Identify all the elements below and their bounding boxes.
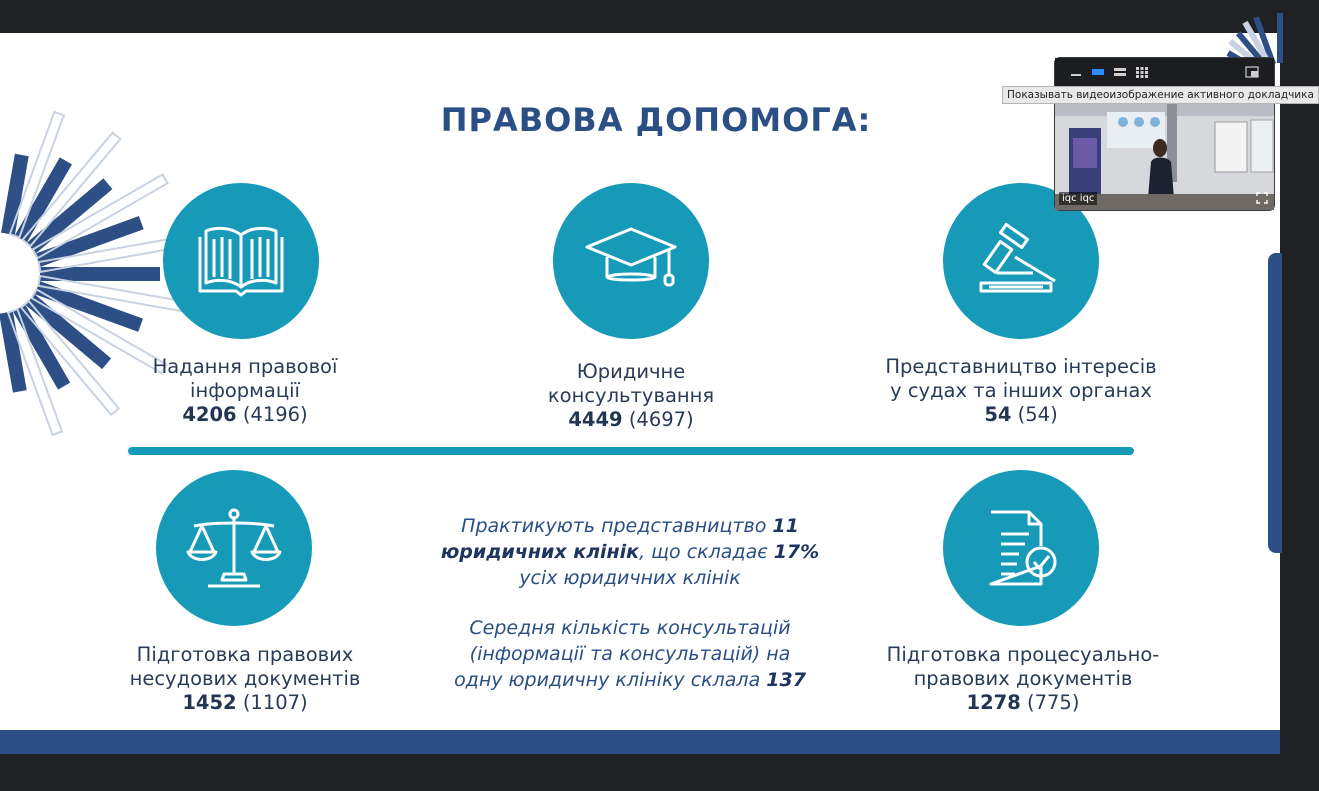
top-bar — [0, 0, 1280, 33]
gavel-icon — [971, 221, 1071, 301]
gallery-grid-view-button[interactable] — [1135, 65, 1149, 77]
note-text: , що складає — [639, 541, 774, 563]
item-information — [85, 355, 405, 427]
item-consultation — [471, 360, 791, 432]
item-value: 1278 — [966, 691, 1021, 714]
speaker-video-window[interactable] — [1054, 57, 1275, 211]
item-previous-value: (4697) — [628, 408, 694, 431]
gallery-strip-view-button[interactable] — [1113, 65, 1127, 77]
item-label-line: консультування — [547, 384, 715, 407]
item-label-line: правових документів — [913, 667, 1133, 690]
slide-footer-bar — [0, 730, 1280, 754]
item-procedural-docs — [863, 643, 1183, 715]
item-value: 4449 — [568, 408, 623, 431]
side-panel-edge — [1268, 253, 1282, 553]
expand-icon[interactable] — [1256, 192, 1268, 204]
item-previous-value: (775) — [1027, 691, 1080, 714]
note-text: усіх юридичних клінік — [519, 567, 741, 589]
item-value: 1452 — [182, 691, 237, 714]
consultation-circle — [553, 183, 709, 339]
item-label-line: інформації — [190, 379, 300, 402]
participant-name: iqc iqc — [1059, 192, 1097, 205]
item-value: 54 — [984, 403, 1012, 426]
active-speaker-view-button[interactable] — [1091, 65, 1105, 77]
bottom-bar — [0, 754, 1280, 791]
minimize-button[interactable] — [1069, 65, 1083, 77]
note-representation — [420, 513, 840, 591]
item-value: 4206 — [182, 403, 237, 426]
video-toolbar — [1055, 58, 1274, 86]
open-book-icon — [196, 221, 286, 301]
item-label-line: Підготовка процесуально- — [886, 643, 1160, 666]
note-percent: 17% — [773, 541, 820, 563]
strip-view-icon — [1113, 66, 1127, 78]
exit-fullscreen-button[interactable] — [1245, 65, 1259, 77]
speaker-view-icon — [1091, 66, 1105, 78]
item-label-line: Представництво інтересів — [885, 355, 1157, 378]
video-view-tooltip: Показывать видеоизображение активного докладчика — [1002, 86, 1319, 104]
section-divider — [128, 447, 1134, 455]
item-previous-value: (1107) — [242, 691, 308, 714]
note-number: 137 — [766, 669, 806, 691]
item-label-line: Надання правової — [152, 355, 338, 378]
item-previous-value: (54) — [1017, 403, 1058, 426]
note-average — [420, 615, 840, 693]
item-label-line: у судах та інших органах — [890, 379, 1152, 402]
item-non-court-docs — [85, 643, 405, 715]
item-previous-value: (4196) — [242, 403, 308, 426]
information-circle — [163, 183, 319, 339]
grid-view-icon — [1135, 66, 1149, 78]
non-court-docs-circle — [156, 470, 312, 626]
item-label-line: Юридичне — [576, 360, 686, 383]
note-bold-text: юридичних клінік — [440, 541, 640, 563]
scales-icon — [184, 506, 284, 590]
note-number: 11 — [772, 515, 799, 537]
item-label-line: Підготовка правових — [136, 643, 354, 666]
item-representation — [861, 355, 1181, 427]
note-text: Практикують представництво — [461, 515, 773, 537]
window-restore-icon — [1245, 66, 1259, 78]
minimize-icon — [1069, 66, 1083, 78]
note-text: одну юридичну клініку склала — [454, 669, 767, 691]
note-text: (інформації та консультацій) на — [469, 643, 791, 665]
graduation-cap-icon — [581, 221, 681, 301]
procedural-docs-circle — [943, 470, 1099, 626]
note-text: Середня кількість консультацій — [469, 617, 791, 639]
document-check-icon — [979, 506, 1063, 590]
item-label-line: несудових документів — [129, 667, 361, 690]
slide-title: ПРАВОВА ДОПОМОГА: — [440, 101, 872, 139]
